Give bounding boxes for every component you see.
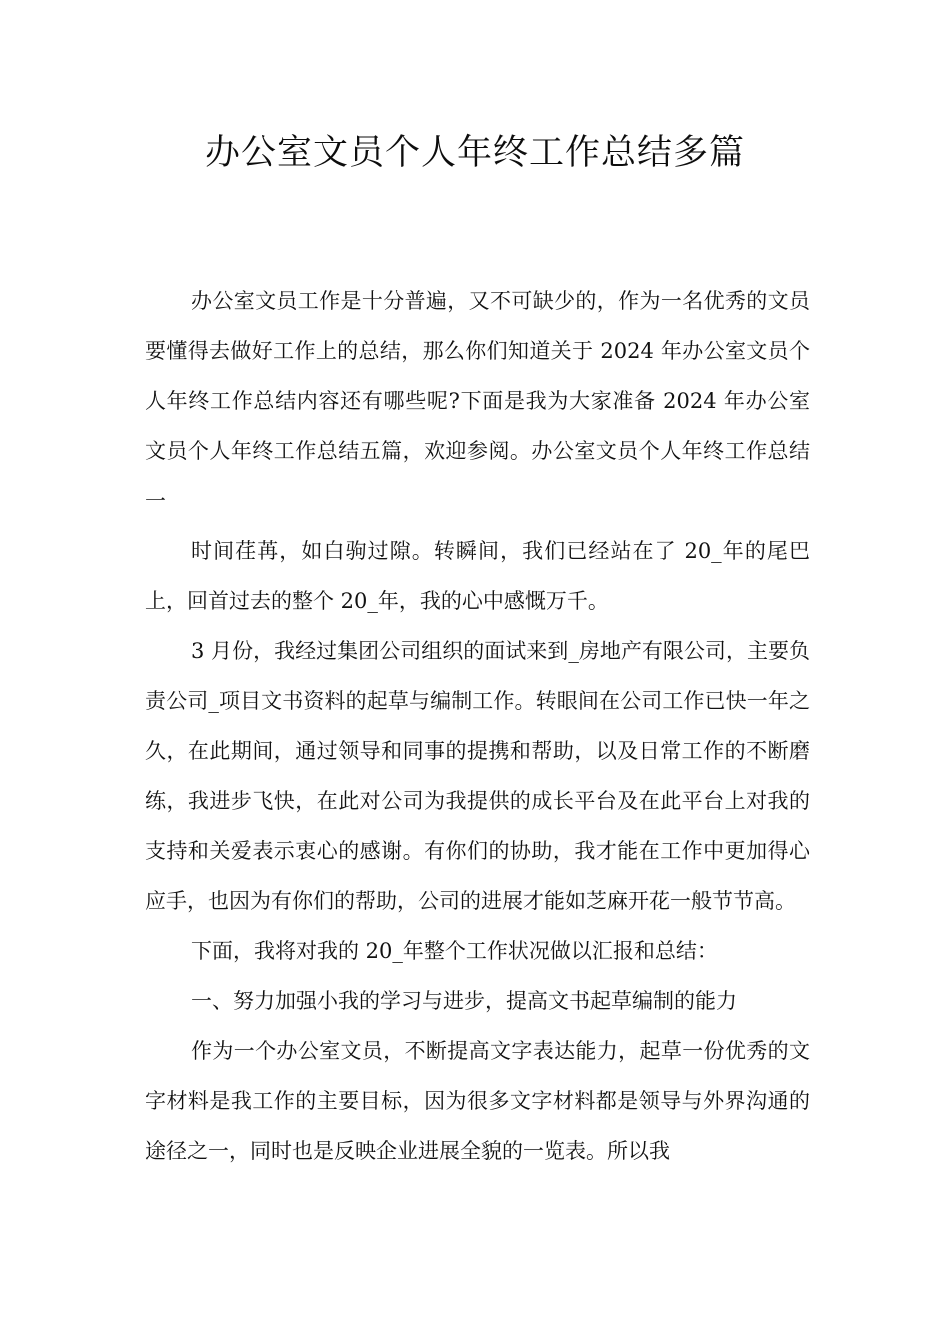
- paragraph-intro: 办公室文员工作是十分普遍，又不可缺少的，作为一名优秀的文员要懂得去做好工作上的总结，那么你们知道关于 2024 年办公室文员个人年终工作总结内容还有哪些呢?下面是我为大家准备 2024 年办公室文员个人年终工作总结五篇，欢迎参阅。办公室文员个人年终工作总结一: [145, 289, 810, 513]
- document-title: 办公室文员个人年终工作总结多篇: [204, 133, 745, 173]
- paragraph-report-intro: 下面，我将对我的 20_年整个工作状况做以汇报和总结：: [191, 939, 718, 963]
- paragraph-clerk-role: 作为一个办公室文员，不断提高文字表达能力，起草一份优秀的文字材料是我工作的主要目标，因为很多文字材料都是领导与外界沟通的途径之一，同时也是反映企业进展全貌的一览表。所以我: [145, 1039, 810, 1163]
- paragraph-march: 3 月份，我经过集团公司组织的面试来到_房地产有限公司，主要负责公司_项目文书资料的起草与编制工作。转眼间在公司工作已快一年之久，在此期间，通过领导和同事的提携和帮助，以及日常工作的不断磨练，我进步飞快，在此对公司为我提供的成长平台及在此平台上对我的支持和关爱表示衷心的感谢。有你们的协助，我才能在工作中更加得心应手，也因为有你们的帮助，公司的进展才能如芝麻开花一般节节高。: [145, 639, 810, 913]
- section-heading-1: 一、努力加强小我的学习与进步，提高文书起草编制的能力: [191, 989, 737, 1013]
- paragraph-time: 时间荏苒，如白驹过隙。转瞬间，我们已经站在了 20_年的尾巴上，回首过去的整个 20_年，我的心中感慨万千。: [145, 539, 810, 613]
- document-body: [145, 276, 810, 1176]
